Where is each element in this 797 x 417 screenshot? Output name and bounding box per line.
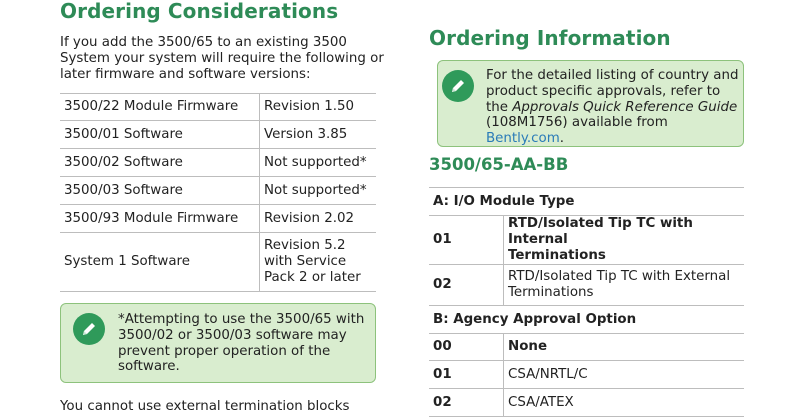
- table-cell: Revision 1.50: [260, 94, 377, 121]
- software-warning-note: [60, 303, 376, 383]
- table-cell: Not supported*: [260, 149, 377, 177]
- table-cell: Revision 2.02: [260, 205, 377, 233]
- desc-line: RTD/Isolated Tip TC with External: [508, 269, 731, 284]
- table-row: [60, 177, 376, 205]
- intro-line: later firmware and software versions:: [60, 67, 311, 82]
- external-termination-text: You cannot use external termination blocks: [60, 399, 350, 414]
- option-code: 01: [429, 216, 504, 265]
- note-line: product specific approvals, refer to: [486, 83, 721, 99]
- table-cell: Version 3.85: [260, 121, 377, 149]
- desc-line: Terminations: [508, 285, 594, 300]
- version-line: with Service: [264, 254, 347, 269]
- desc-line: RTD/Isolated Tip TC with Internal: [508, 216, 693, 247]
- table-cell: 3500/01 Software: [60, 121, 260, 149]
- intro-paragraph: [60, 35, 384, 83]
- bently-link[interactable]: Bently.com: [486, 131, 560, 147]
- option-description: None: [504, 334, 745, 361]
- note-text-fragment: (108M1756) available from: [486, 115, 668, 131]
- option-description: [504, 216, 745, 265]
- note-text-fragment: .: [559, 131, 565, 147]
- pencil-icon: [73, 313, 105, 345]
- part-number-code: 3500/65-AA-BB: [429, 155, 569, 174]
- table-row: [60, 121, 376, 149]
- ordering-information-heading: Ordering Information: [429, 26, 671, 50]
- version-line: Pack 2 or later: [264, 270, 361, 285]
- option-description: CSA/NRTL/C: [504, 361, 745, 389]
- table-section-row: [429, 188, 744, 216]
- warning-note-text: [118, 312, 364, 375]
- intro-line: System your system will require the following or: [60, 51, 384, 66]
- table-row: [60, 149, 376, 177]
- ordering-considerations-heading: Ordering Considerations: [60, 0, 339, 23]
- table-cell: 3500/02 Software: [60, 149, 260, 177]
- note-line: 3500/02 or 3500/03 software may: [118, 327, 347, 343]
- note-text-fragment: the: [486, 99, 513, 115]
- option-code: 00: [429, 334, 504, 361]
- option-code: 02: [429, 265, 504, 306]
- table-row: [60, 205, 376, 233]
- note-line: [486, 100, 743, 116]
- version-line: Revision 5.2: [264, 238, 346, 253]
- option-code: 01: [429, 361, 504, 389]
- table-cell: System 1 Software: [60, 233, 260, 292]
- intro-line: If you add the 3500/65 to an existing 3500: [60, 35, 347, 50]
- firmware-requirements-table: [60, 93, 376, 292]
- table-section-row: [429, 306, 744, 334]
- note-line: For the detailed listing of country and: [486, 68, 739, 83]
- table-row: [429, 389, 744, 417]
- table-cell: 3500/93 Module Firmware: [60, 205, 260, 233]
- table-row: [60, 94, 376, 121]
- table-row: [429, 265, 744, 306]
- table-row: [429, 361, 744, 389]
- option-code: 02: [429, 389, 504, 417]
- note-line: software.: [118, 359, 180, 375]
- table-cell: Not supported*: [260, 177, 377, 205]
- table-cell: [260, 233, 377, 292]
- section-header-a: A: I/O Module Type: [429, 188, 744, 216]
- table-row: [429, 216, 744, 265]
- table-cell: 3500/22 Module Firmware: [60, 94, 260, 121]
- table-row: [60, 233, 376, 292]
- note-line: prevent proper operation of the: [118, 343, 331, 359]
- desc-line: Terminations: [508, 248, 606, 263]
- option-description: [504, 265, 745, 306]
- section-header-b: B: Agency Approval Option: [429, 306, 744, 334]
- note-line: *Attempting to use the 3500/65 with: [118, 312, 365, 327]
- guide-title: Approvals Quick Reference Guide: [512, 99, 738, 115]
- option-description: CSA/ATEX: [504, 389, 745, 417]
- table-row: [429, 334, 744, 361]
- approvals-note: [437, 60, 744, 147]
- ordering-options-table: [429, 187, 744, 417]
- approvals-note-text: [486, 68, 743, 147]
- pencil-icon: [442, 70, 474, 102]
- table-cell: 3500/03 Software: [60, 177, 260, 205]
- note-line: [486, 115, 743, 147]
